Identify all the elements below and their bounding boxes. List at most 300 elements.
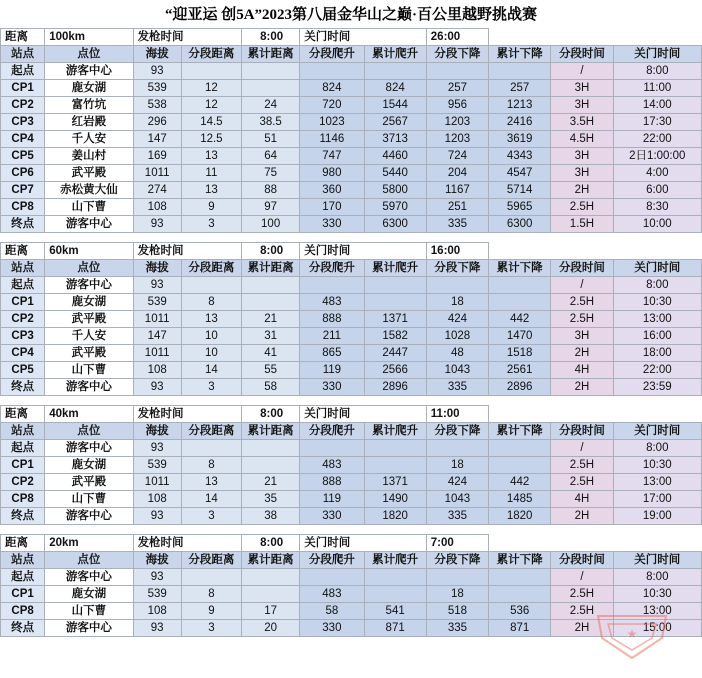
table-row <box>1 148 702 165</box>
cell-8 <box>489 569 551 586</box>
info-blank-3 <box>613 535 701 552</box>
cell-3: 3 <box>181 379 241 396</box>
cell-5: 747 <box>300 148 364 165</box>
column-header-7: 分段下降 <box>426 423 488 440</box>
cell-1: 山下曹 <box>45 362 133 379</box>
column-header-2: 海拔 <box>133 46 181 63</box>
table-header-row <box>1 552 702 569</box>
column-header-8: 累计下降 <box>489 552 551 569</box>
cell-1: 游客中心 <box>45 379 133 396</box>
cell-1: 鹿女湖 <box>45 294 133 311</box>
cell-0: 终点 <box>1 216 45 233</box>
cell-2: 539 <box>133 294 181 311</box>
cell-7: 251 <box>426 199 488 216</box>
cell-3: 14 <box>181 491 241 508</box>
cell-9: 2.5H <box>551 603 613 620</box>
cell-1: 游客中心 <box>45 508 133 525</box>
cutoff-label: 关门时间 <box>300 535 427 552</box>
section-info-row <box>1 406 702 423</box>
section-info-row <box>1 535 702 552</box>
distance-value: 20km <box>45 535 133 552</box>
cell-1: 红岩殿 <box>45 114 133 131</box>
cell-7: 204 <box>426 165 488 182</box>
cell-10: 11:00 <box>613 80 701 97</box>
table-row <box>1 345 702 362</box>
cell-2: 108 <box>133 199 181 216</box>
cell-7: 335 <box>426 379 488 396</box>
cell-5: 360 <box>300 182 364 199</box>
cell-4: 97 <box>242 199 300 216</box>
gun-time-label: 发枪时间 <box>133 406 241 423</box>
cell-8: 6300 <box>489 216 551 233</box>
cell-5: 330 <box>300 508 364 525</box>
distance-label: 距离 <box>1 535 45 552</box>
cell-8: 3619 <box>489 131 551 148</box>
cell-4 <box>242 80 300 97</box>
cell-0: CP1 <box>1 80 45 97</box>
cell-8: 5714 <box>489 182 551 199</box>
cell-9: 4H <box>551 491 613 508</box>
cell-1: 鹿女湖 <box>45 586 133 603</box>
cell-8: 2896 <box>489 379 551 396</box>
cell-7: 18 <box>426 294 488 311</box>
cell-4: 88 <box>242 182 300 199</box>
distance-value: 40km <box>45 406 133 423</box>
table-row <box>1 294 702 311</box>
table-row <box>1 474 702 491</box>
cell-3: 12 <box>181 97 241 114</box>
column-header-5: 分段爬升 <box>300 260 364 277</box>
cell-8 <box>489 586 551 603</box>
cell-6: 5440 <box>364 165 426 182</box>
section-table <box>0 242 702 396</box>
column-header-7: 分段下降 <box>426 552 488 569</box>
cell-4: 31 <box>242 328 300 345</box>
cell-0: CP8 <box>1 603 45 620</box>
cell-9: 2.5H <box>551 199 613 216</box>
cell-4: 35 <box>242 491 300 508</box>
cutoff-value: 26:00 <box>426 29 488 46</box>
cell-10: 6:00 <box>613 182 701 199</box>
info-blank-2 <box>551 243 613 260</box>
cell-1: 游客中心 <box>45 277 133 294</box>
cell-9: 2H <box>551 508 613 525</box>
cell-3: 3 <box>181 216 241 233</box>
cell-9: 4.5H <box>551 131 613 148</box>
info-blank-3 <box>613 406 701 423</box>
distance-label: 距离 <box>1 406 45 423</box>
cell-0: CP5 <box>1 148 45 165</box>
distance-label: 距离 <box>1 243 45 260</box>
cell-1: 武平殿 <box>45 311 133 328</box>
cell-9: 4H <box>551 362 613 379</box>
column-header-4: 累计距离 <box>242 46 300 63</box>
cell-5: 330 <box>300 216 364 233</box>
column-header-6: 累计爬升 <box>364 260 426 277</box>
cell-4: 38 <box>242 508 300 525</box>
cell-10: 10:00 <box>613 216 701 233</box>
cell-5: 483 <box>300 294 364 311</box>
cell-1: 姜山村 <box>45 148 133 165</box>
cell-3 <box>181 277 241 294</box>
cell-0: CP3 <box>1 114 45 131</box>
cell-5: 170 <box>300 199 364 216</box>
cell-8 <box>489 63 551 80</box>
column-header-8: 累计下降 <box>489 423 551 440</box>
cell-6: 6300 <box>364 216 426 233</box>
cell-0: CP1 <box>1 294 45 311</box>
table-row <box>1 491 702 508</box>
cell-7 <box>426 63 488 80</box>
cell-7: 724 <box>426 148 488 165</box>
cell-7: 1203 <box>426 114 488 131</box>
cell-9: 3H <box>551 165 613 182</box>
cell-5: 888 <box>300 311 364 328</box>
cell-1: 游客中心 <box>45 440 133 457</box>
cell-4 <box>242 457 300 474</box>
cell-7: 956 <box>426 97 488 114</box>
cell-3: 12.5 <box>181 131 241 148</box>
cell-9: 1.5H <box>551 216 613 233</box>
cell-7: 424 <box>426 311 488 328</box>
cell-2: 93 <box>133 440 181 457</box>
cell-4 <box>242 569 300 586</box>
cell-8: 5965 <box>489 199 551 216</box>
column-header-0: 站点 <box>1 552 45 569</box>
cell-3: 8 <box>181 294 241 311</box>
cell-3: 3 <box>181 620 241 637</box>
cell-1: 千人安 <box>45 131 133 148</box>
cell-0: 起点 <box>1 440 45 457</box>
cell-2: 539 <box>133 457 181 474</box>
cell-0: CP1 <box>1 586 45 603</box>
cell-5: 824 <box>300 80 364 97</box>
cell-7: 335 <box>426 216 488 233</box>
cell-0: CP2 <box>1 311 45 328</box>
cell-6: 2566 <box>364 362 426 379</box>
cell-2: 1011 <box>133 345 181 362</box>
cell-6: 824 <box>364 80 426 97</box>
cell-2: 296 <box>133 114 181 131</box>
column-header-4: 累计距离 <box>242 260 300 277</box>
cell-0: 终点 <box>1 379 45 396</box>
cell-4 <box>242 440 300 457</box>
info-blank-1 <box>489 29 551 46</box>
cell-4: 24 <box>242 97 300 114</box>
cell-4 <box>242 294 300 311</box>
cell-3 <box>181 63 241 80</box>
cell-7: 1028 <box>426 328 488 345</box>
info-blank-3 <box>613 29 701 46</box>
cell-8 <box>489 457 551 474</box>
table-row <box>1 311 702 328</box>
cell-2: 93 <box>133 569 181 586</box>
cell-10: 4:00 <box>613 165 701 182</box>
cell-1: 鹿女湖 <box>45 80 133 97</box>
cell-2: 108 <box>133 491 181 508</box>
cell-0: 起点 <box>1 569 45 586</box>
cell-2: 539 <box>133 586 181 603</box>
cell-5: 980 <box>300 165 364 182</box>
cell-7 <box>426 277 488 294</box>
cell-5: 58 <box>300 603 364 620</box>
column-header-4: 累计距离 <box>242 423 300 440</box>
cell-5 <box>300 63 364 80</box>
cell-4: 58 <box>242 379 300 396</box>
cell-9: 2.5H <box>551 294 613 311</box>
cell-0: CP4 <box>1 345 45 362</box>
cell-9: 3H <box>551 80 613 97</box>
column-header-5: 分段爬升 <box>300 423 364 440</box>
column-header-7: 分段下降 <box>426 46 488 63</box>
cell-4: 20 <box>242 620 300 637</box>
cell-0: CP8 <box>1 491 45 508</box>
cell-8: 1518 <box>489 345 551 362</box>
cell-9: 3H <box>551 97 613 114</box>
cell-1: 武平殿 <box>45 474 133 491</box>
cell-10: 17:00 <box>613 491 701 508</box>
column-header-1: 点位 <box>45 260 133 277</box>
cell-9: 2H <box>551 620 613 637</box>
table-row <box>1 328 702 345</box>
distance-value: 100km <box>45 29 133 46</box>
table-row <box>1 199 702 216</box>
table-row <box>1 457 702 474</box>
cell-1: 山下曹 <box>45 603 133 620</box>
cell-10: 18:00 <box>613 345 701 362</box>
cell-5: 483 <box>300 586 364 603</box>
cell-7 <box>426 440 488 457</box>
table-row <box>1 620 702 637</box>
cell-6: 541 <box>364 603 426 620</box>
cell-1: 武平殿 <box>45 345 133 362</box>
cell-9: 3.5H <box>551 114 613 131</box>
info-blank-2 <box>551 535 613 552</box>
column-header-3: 分段距离 <box>181 260 241 277</box>
section-table <box>0 405 702 525</box>
info-blank-1 <box>489 406 551 423</box>
cell-0: 终点 <box>1 620 45 637</box>
cell-9: 2.5H <box>551 474 613 491</box>
column-header-0: 站点 <box>1 260 45 277</box>
cell-4: 51 <box>242 131 300 148</box>
column-header-9: 分段时间 <box>551 423 613 440</box>
cell-3: 14.5 <box>181 114 241 131</box>
cell-10: 10:30 <box>613 586 701 603</box>
column-header-2: 海拔 <box>133 423 181 440</box>
column-header-1: 点位 <box>45 423 133 440</box>
cell-6 <box>364 294 426 311</box>
cell-3: 11 <box>181 165 241 182</box>
cell-8: 4343 <box>489 148 551 165</box>
column-header-0: 站点 <box>1 46 45 63</box>
cell-7: 518 <box>426 603 488 620</box>
table-row <box>1 63 702 80</box>
gun-time-label: 发枪时间 <box>133 29 241 46</box>
cell-8 <box>489 277 551 294</box>
column-header-10: 关门时间 <box>613 46 701 63</box>
cell-5: 211 <box>300 328 364 345</box>
cell-9: 2.5H <box>551 311 613 328</box>
cell-3: 14 <box>181 362 241 379</box>
section-table <box>0 534 702 637</box>
table-header-row <box>1 423 702 440</box>
cell-3: 8 <box>181 586 241 603</box>
cell-10: 15:00 <box>613 620 701 637</box>
column-header-6: 累计爬升 <box>364 423 426 440</box>
table-header-row <box>1 260 702 277</box>
cell-4: 41 <box>242 345 300 362</box>
cell-1: 游客中心 <box>45 63 133 80</box>
cell-1: 山下曹 <box>45 491 133 508</box>
table-row <box>1 569 702 586</box>
cell-7: 1203 <box>426 131 488 148</box>
cell-1: 千人安 <box>45 328 133 345</box>
column-header-8: 累计下降 <box>489 260 551 277</box>
cell-8: 1485 <box>489 491 551 508</box>
cell-7 <box>426 569 488 586</box>
cell-6: 1582 <box>364 328 426 345</box>
cell-9: 2.5H <box>551 586 613 603</box>
info-blank-2 <box>551 406 613 423</box>
cell-10: 22:00 <box>613 131 701 148</box>
table-row <box>1 508 702 525</box>
cell-5 <box>300 440 364 457</box>
cell-7: 1043 <box>426 362 488 379</box>
cell-7: 18 <box>426 457 488 474</box>
cell-3: 13 <box>181 311 241 328</box>
cell-10: 16:00 <box>613 328 701 345</box>
table-row <box>1 216 702 233</box>
cell-9: 2.5H <box>551 457 613 474</box>
cell-8: 442 <box>489 474 551 491</box>
column-header-4: 累计距离 <box>242 552 300 569</box>
cell-6: 2567 <box>364 114 426 131</box>
cell-10: 8:00 <box>613 569 701 586</box>
cell-1: 游客中心 <box>45 216 133 233</box>
cell-2: 1011 <box>133 474 181 491</box>
cell-4 <box>242 63 300 80</box>
cell-2: 147 <box>133 328 181 345</box>
cell-1: 山下曹 <box>45 199 133 216</box>
table-row <box>1 165 702 182</box>
table-row <box>1 182 702 199</box>
cell-10: 19:00 <box>613 508 701 525</box>
column-header-1: 点位 <box>45 552 133 569</box>
column-header-3: 分段距离 <box>181 46 241 63</box>
distance-label: 距离 <box>1 29 45 46</box>
cell-8: 257 <box>489 80 551 97</box>
cutoff-label: 关门时间 <box>300 406 427 423</box>
section-table <box>0 28 702 233</box>
cell-6 <box>364 586 426 603</box>
cell-0: CP3 <box>1 328 45 345</box>
cell-9: 3H <box>551 328 613 345</box>
cell-0: CP1 <box>1 457 45 474</box>
cell-8 <box>489 440 551 457</box>
info-blank-1 <box>489 243 551 260</box>
cell-6: 1820 <box>364 508 426 525</box>
cell-10: 22:00 <box>613 362 701 379</box>
column-header-0: 站点 <box>1 423 45 440</box>
cell-2: 108 <box>133 603 181 620</box>
cell-10: 8:30 <box>613 199 701 216</box>
cell-10: 10:30 <box>613 294 701 311</box>
gun-time-label: 发枪时间 <box>133 243 241 260</box>
cell-2: 274 <box>133 182 181 199</box>
column-header-9: 分段时间 <box>551 260 613 277</box>
cell-7: 1167 <box>426 182 488 199</box>
cell-6: 1371 <box>364 474 426 491</box>
cell-5: 1146 <box>300 131 364 148</box>
cell-9: 2H <box>551 379 613 396</box>
column-header-1: 点位 <box>45 46 133 63</box>
cell-2: 108 <box>133 362 181 379</box>
cell-6 <box>364 440 426 457</box>
cell-6 <box>364 63 426 80</box>
table-row <box>1 586 702 603</box>
table-header-row <box>1 46 702 63</box>
cell-6 <box>364 569 426 586</box>
cell-8: 4547 <box>489 165 551 182</box>
info-blank-1 <box>489 535 551 552</box>
cell-2: 538 <box>133 97 181 114</box>
cell-10: 17:30 <box>613 114 701 131</box>
cell-9: / <box>551 277 613 294</box>
cell-8: 2561 <box>489 362 551 379</box>
table-row <box>1 114 702 131</box>
cell-6: 4460 <box>364 148 426 165</box>
cell-4 <box>242 277 300 294</box>
cell-8: 1470 <box>489 328 551 345</box>
cell-8: 1820 <box>489 508 551 525</box>
cutoff-value: 7:00 <box>426 535 488 552</box>
cell-0: CP7 <box>1 182 45 199</box>
cell-5: 1023 <box>300 114 364 131</box>
cell-1: 鹿女湖 <box>45 457 133 474</box>
cell-7: 1043 <box>426 491 488 508</box>
cell-7: 257 <box>426 80 488 97</box>
column-header-3: 分段距离 <box>181 423 241 440</box>
cell-10: 8:00 <box>613 277 701 294</box>
cell-3: 10 <box>181 345 241 362</box>
cell-0: 终点 <box>1 508 45 525</box>
cell-3: 10 <box>181 328 241 345</box>
cell-6: 1490 <box>364 491 426 508</box>
cell-3: 8 <box>181 457 241 474</box>
cell-4: 55 <box>242 362 300 379</box>
cell-8 <box>489 294 551 311</box>
cell-0: CP2 <box>1 97 45 114</box>
gun-time-value: 8:00 <box>242 29 300 46</box>
cell-2: 93 <box>133 620 181 637</box>
section-spacer <box>0 233 702 242</box>
table-row <box>1 131 702 148</box>
cell-10: 13:00 <box>613 311 701 328</box>
cell-5: 888 <box>300 474 364 491</box>
table-row <box>1 379 702 396</box>
cell-2: 539 <box>133 80 181 97</box>
cell-8: 871 <box>489 620 551 637</box>
section-info-row <box>1 29 702 46</box>
cell-4: 38.5 <box>242 114 300 131</box>
cell-6: 3713 <box>364 131 426 148</box>
cell-1: 富竹坑 <box>45 97 133 114</box>
cell-3: 9 <box>181 199 241 216</box>
cell-6: 5800 <box>364 182 426 199</box>
cell-2: 93 <box>133 379 181 396</box>
cell-10: 8:00 <box>613 63 701 80</box>
